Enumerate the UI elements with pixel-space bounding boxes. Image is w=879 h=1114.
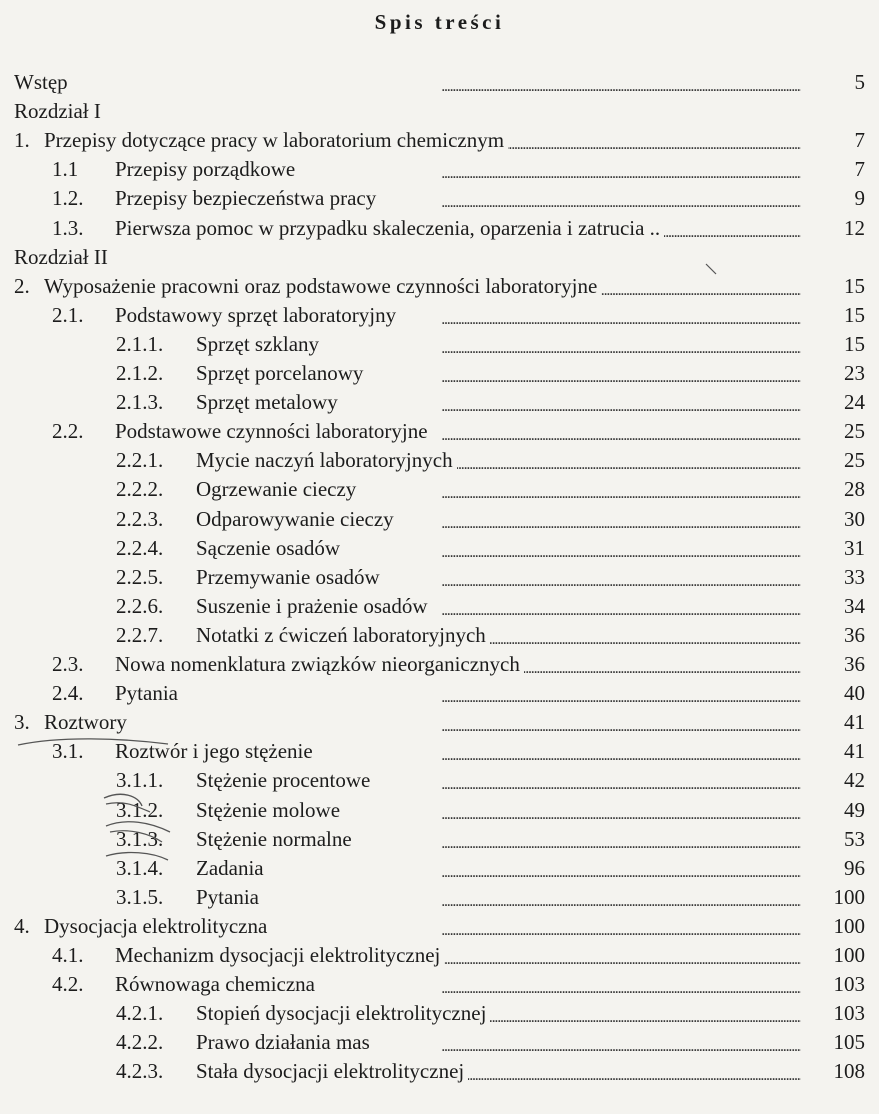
toc-entry-number: 4.2.3.	[116, 1059, 164, 1084]
toc-entry[interactable]	[0, 796, 879, 825]
toc-entry-title: Przemywanie osadów	[196, 563, 384, 592]
toc-entry-title: Podstawowe czynności laboratoryjne	[115, 417, 432, 446]
toc-page-number: 15	[844, 273, 865, 298]
toc-page-number: 24	[844, 390, 865, 415]
toc-page-number: 33	[844, 564, 865, 589]
toc-leader-dots	[196, 854, 801, 883]
toc-page-number: 96	[844, 855, 865, 880]
toc-entry-title: Notatki z ćwiczeń laboratoryjnych	[196, 621, 490, 650]
toc-entry-title: Stężenie procentowe	[196, 766, 374, 795]
toc-entry-title: Równowaga chemiczna	[115, 970, 319, 999]
toc-entry-number: 1.	[14, 128, 30, 153]
toc-entry-title: Sprzęt porcelanowy	[196, 359, 367, 388]
toc-entry[interactable]	[0, 68, 879, 97]
toc-entry[interactable]	[0, 184, 879, 213]
toc-entry[interactable]	[0, 243, 879, 272]
toc-page-number: 7	[854, 128, 865, 153]
toc-entry-number: 2.	[14, 273, 30, 298]
toc-entry-title: Pytania	[115, 679, 182, 708]
toc-entry-number: 1.2.	[52, 186, 84, 211]
toc-entry-number: 3.1.1.	[116, 768, 164, 793]
toc-page-number: 25	[844, 448, 865, 473]
toc-entry-title: Rozdział II	[14, 243, 108, 272]
toc-entry-number: 2.1.1.	[116, 331, 164, 356]
toc-entry[interactable]	[0, 825, 879, 854]
toc-entry-number: 3.1.5.	[116, 884, 164, 909]
toc-page-number: 34	[844, 593, 865, 618]
toc-entry-title: Stopień dysocjacji elektrolitycznej	[196, 999, 490, 1028]
toc-page-number: 41	[844, 739, 865, 764]
toc-page-number: 108	[833, 1059, 865, 1084]
toc-entry-number: 2.4.	[52, 681, 84, 706]
toc-page-number: 30	[844, 506, 865, 531]
toc-entry-number: 2.2.5.	[116, 564, 164, 589]
toc-entry-title: Stężenie molowe	[196, 796, 344, 825]
toc-entry-number: 2.2.	[52, 419, 84, 444]
toc-entry-number: 3.	[14, 710, 30, 735]
toc-entry[interactable]	[0, 475, 879, 504]
toc-entry-title: Pytania	[196, 883, 263, 912]
toc-page-number: 42	[844, 768, 865, 793]
toc-entry-number: 2.2.3.	[116, 506, 164, 531]
toc-entry-number: 2.3.	[52, 652, 84, 676]
toc-entry-number: 4.	[14, 913, 30, 938]
toc-entry-number: 2.1.2.	[116, 361, 164, 385]
toc-entry[interactable]	[0, 592, 879, 621]
toc-page-number: 7	[854, 157, 865, 182]
toc-entry-number: 2.2.7.	[116, 622, 164, 647]
toc-entry-number: 3.1.	[52, 739, 84, 764]
toc-entry[interactable]	[0, 417, 879, 446]
toc-entry-number: 4.2.	[52, 972, 84, 997]
toc-entry-number: 4.1.	[52, 943, 84, 967]
toc-entry-number: 2.2.2.	[116, 477, 164, 502]
toc-entry-number: 3.1.3.	[116, 826, 164, 851]
toc-entry-number: 3.1.4.	[116, 855, 164, 880]
toc-entry-number: 4.2.2.	[116, 1030, 164, 1055]
toc-entry-title: Sprzęt metalowy	[196, 388, 342, 417]
toc-entry[interactable]	[0, 505, 879, 534]
toc-entry-title: Wstęp	[14, 68, 72, 97]
toc-entry-number: 3.1.2.	[116, 797, 164, 822]
toc-entry-title: Odparowywanie cieczy	[196, 505, 398, 534]
toc-entry-title: Rozdział I	[14, 97, 101, 126]
toc-page-number: 36	[844, 652, 865, 676]
page-title: Spis treści	[374, 10, 505, 34]
toc-page-number: 28	[844, 477, 865, 502]
toc-entry[interactable]	[0, 359, 879, 388]
toc-entry-title: Ogrzewanie cieczy	[196, 475, 360, 504]
toc-entry-title: Zadania	[196, 854, 268, 883]
toc-page-number: 40	[844, 681, 865, 706]
toc-entry-title: Prawo działania mas	[196, 1028, 374, 1057]
toc-entry-title: Nowa nomenklatura związków nieorganicznych	[115, 650, 524, 679]
toc-entry[interactable]	[0, 563, 879, 592]
toc-entry-title: Roztwory	[44, 708, 131, 737]
toc-page-number: 31	[844, 535, 865, 560]
toc-page-number: 15	[844, 302, 865, 327]
toc-page-number: 15	[844, 331, 865, 356]
toc-entry[interactable]	[0, 766, 879, 795]
toc-entry-number: 2.1.3.	[116, 390, 164, 415]
toc-entry[interactable]	[0, 126, 879, 155]
toc-entry-number: 1.1	[52, 157, 79, 182]
toc-entry-title: Dysocjacja elektrolityczna	[44, 912, 271, 941]
toc-entry-title: Przepisy bezpieczeństwa pracy	[115, 184, 380, 213]
toc-entry-title: Suszenie i prażenie osadów	[196, 592, 432, 621]
toc-entry-title: Wyposażenie pracowni oraz podstawowe czynności laboratoryjne	[44, 272, 601, 301]
toc-page-number: 100	[833, 884, 865, 909]
toc-entry-title: Stała dysocjacji elektrolitycznej	[196, 1057, 468, 1086]
toc-page-number: 36	[844, 622, 865, 647]
toc-entry[interactable]	[0, 534, 879, 563]
toc-entry[interactable]	[0, 912, 879, 941]
toc-page-number: 100	[833, 913, 865, 938]
toc-page-number: 103	[833, 972, 865, 997]
toc-entry[interactable]	[0, 679, 879, 708]
toc-leader-dots	[14, 68, 801, 97]
toc-entry[interactable]	[0, 999, 879, 1028]
toc-entry-number: 2.2.4.	[116, 535, 164, 560]
toc-entry[interactable]	[0, 388, 879, 417]
toc-entry-number: 4.2.1.	[116, 1001, 164, 1026]
toc-entry[interactable]	[0, 97, 879, 126]
toc-page-number: 41	[844, 710, 865, 735]
toc-page-number: 103	[833, 1001, 865, 1026]
toc-entry-number: 2.1.	[52, 302, 84, 327]
toc-entry[interactable]	[0, 737, 879, 766]
toc-entry[interactable]	[0, 708, 879, 737]
toc-entry-title: Sprzęt szklany	[196, 330, 323, 359]
toc-entry-title: Przepisy porządkowe	[115, 155, 299, 184]
toc-entry[interactable]	[0, 272, 879, 301]
toc-entry[interactable]	[0, 330, 879, 359]
toc-page-number: 105	[833, 1030, 865, 1055]
toc-page-number: 9	[854, 186, 865, 211]
toc-page-number: 25	[844, 419, 865, 444]
toc-entry-title: Stężenie normalne	[196, 825, 356, 854]
toc-page-number: 23	[844, 361, 865, 385]
toc-page-number: 12	[844, 215, 865, 240]
toc-entry[interactable]	[0, 650, 879, 679]
toc-entry[interactable]	[0, 301, 879, 330]
toc-entry[interactable]	[0, 970, 879, 999]
toc-entry-title: Mechanizm dysocjacji elektrolitycznej	[115, 941, 444, 970]
toc-entry-title: Roztwór i jego stężenie	[115, 737, 317, 766]
toc-entry[interactable]	[0, 1057, 879, 1086]
toc-page-number: 53	[844, 826, 865, 851]
toc-page-number: 49	[844, 797, 865, 822]
toc-entry[interactable]	[0, 214, 879, 243]
toc-leader-dots	[44, 708, 801, 737]
toc-entry[interactable]	[0, 854, 879, 883]
toc-entry[interactable]	[0, 446, 879, 475]
toc-entry[interactable]	[0, 941, 879, 970]
toc-entry-title: Mycie naczyń laboratoryjnych	[196, 446, 457, 475]
toc-entry[interactable]	[0, 155, 879, 184]
toc-page-number: 100	[833, 943, 865, 967]
toc-entry[interactable]	[0, 883, 879, 912]
toc-entry[interactable]	[0, 1028, 879, 1057]
toc-entry-title: Sączenie osadów	[196, 534, 344, 563]
toc-entry-number: 2.2.6.	[116, 593, 164, 618]
toc-entry-title: Pierwsza pomoc w przypadku skaleczenia, oparzenia i zatrucia ..	[115, 214, 664, 243]
toc-entry[interactable]	[0, 621, 879, 650]
toc-leader-dots	[196, 883, 801, 912]
toc-entry-title: Podstawowy sprzęt laboratoryjny	[115, 301, 400, 330]
toc-entry-number: 1.3.	[52, 215, 84, 240]
toc-entry-number: 2.2.1.	[116, 448, 164, 473]
toc-page-number: 5	[854, 70, 865, 94]
toc-leader-dots	[115, 679, 801, 708]
toc-entry-title: Przepisy dotyczące pracy w laboratorium chemicznym	[44, 126, 508, 155]
